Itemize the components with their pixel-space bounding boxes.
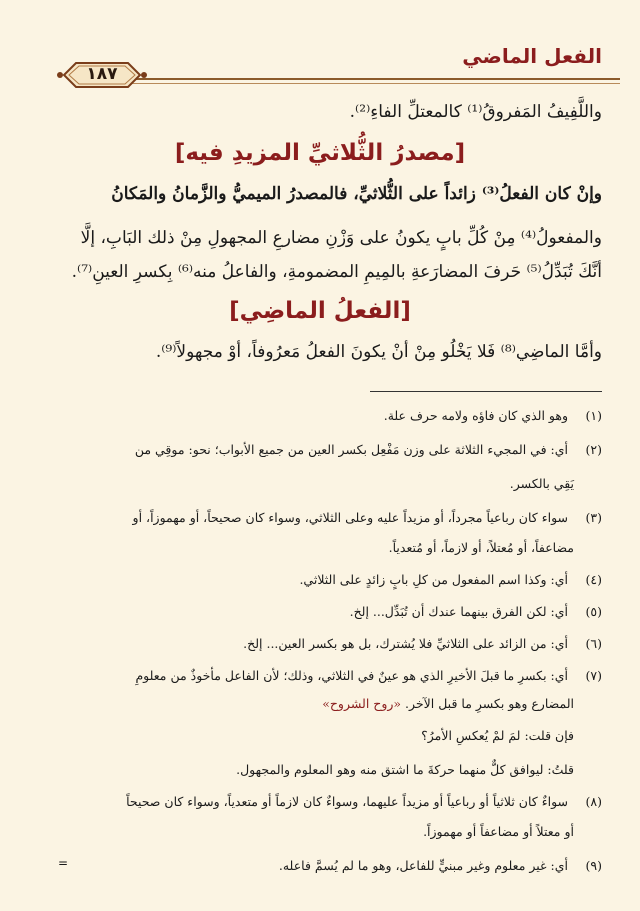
footnote-text: المضارع وهو بكسرِ ما قبل الآخر. <box>405 696 574 711</box>
footnote-1 <box>40 406 602 426</box>
main-text-line-2: وإنْ كان الفعلُ⁽³⁾ زائداً على الثُّلاثيِّ، فالمصدرُ الميميُّ والزَّمانُ والمَكانُ <box>111 184 602 204</box>
footnote-text: سواء كان رباعياً مجرداً، أو مزيداً عليه وعلى الثلاثي، وسواء كان صحيحاً، أو مهموزاً، أو <box>132 510 569 525</box>
main-text-line-4: أنَّكَ تُبَدِّلُ⁽⁵⁾ حَرفَ المضارَعةِ بالمِيمِ المضمومةِ، والفاعلُ منه⁽⁶⁾ بِكسرِ العينِ⁽⁷⁾. <box>71 262 602 282</box>
footnote-7-answer: قلتُ: ليوافق كلٌّ منهما حركةَ ما اشتق منه وهو المعلوم والمجهول. <box>236 762 574 777</box>
footnote-text: أي: غير معلوم وغير مبنيٍّ للفاعل، وهو ما لم يُسمَّ فاعله. <box>278 858 569 873</box>
footnote-number: (٦) <box>585 636 602 651</box>
footnote-2-continuation: يَقِي بالكسر. <box>509 476 574 491</box>
footnote-source: «روح الشروح» <box>322 696 402 711</box>
footnote-2 <box>40 440 602 460</box>
footnote-text: أي: لكن الفرق بينهما عندك أن تُبَدِّل... إلخ. <box>349 604 569 619</box>
section-heading-masdar: [مصدرُ الثُّلاثيِّ المزيدِ فيه] <box>174 140 466 166</box>
main-text-line-3: والمفعولُ⁽⁴⁾ مِنْ كُلِّ بابٍ يكونُ على وَزْنِ مضارعِ المجهولِ مِنْ ذلك البَابِ، إلَّا <box>80 228 602 248</box>
footnote-9 <box>40 856 602 876</box>
footnote-7-question: فإن قلت: لمَ لمْ يُعكسِ الأمرُ؟ <box>421 728 574 743</box>
footnote-number: (٨) <box>585 794 602 809</box>
footnote-7 <box>40 666 602 686</box>
footnote-3 <box>40 508 602 528</box>
footnote-5 <box>40 602 602 622</box>
footnote-number: (٤) <box>585 572 602 587</box>
footnote-text: وهو الذي كان فاؤه ولامه حرف علة. <box>383 408 569 423</box>
section-heading-past-verb: [الفعلُ الماضِي] <box>229 298 411 324</box>
main-text-line-5: وأمَّا الماضِي⁽⁸⁾ فَلا يَخْلُو مِنْ أنْ يكونَ الفعلُ مَعرُوفاً، أوْ مجهولاً⁽⁹⁾. <box>155 342 602 362</box>
footnote-3-continuation: مضاعفاً، أو مُعتلاً، أو لازماً، أو مُتعدياً. <box>388 540 574 555</box>
main-text-line-1: واللَّفِيفُ المَفروقُ⁽¹⁾ كالمعتلِّ الفاءِ⁽²⁾. <box>349 102 602 122</box>
footnote-number: (١) <box>585 408 602 423</box>
footnote-number: (٩) <box>585 858 602 873</box>
page-number: ١٨٧ <box>86 64 118 84</box>
footnote-number: (٢) <box>585 442 602 457</box>
footnote-divider <box>370 391 602 392</box>
footnote-number: (٥) <box>585 604 602 619</box>
header-rule <box>110 78 620 80</box>
footnote-text: أي: من الزائد على الثلاثيِّ فلا يُشترك، بل هو بكسر العين... إلخ. <box>243 636 569 651</box>
footnote-6 <box>40 634 602 654</box>
footnote-7-continuation <box>40 694 574 714</box>
footnote-number: (٧) <box>585 668 602 683</box>
footnote-8 <box>40 792 602 812</box>
continuation-mark: = <box>58 856 69 870</box>
footnote-text: سواءٌ كان ثلاثياً أو رباعياً أو مزيداً عليهما، وسواءٌ كان لازماً أو متعدياً، وسواء كان صحيحاً <box>126 794 569 809</box>
footnote-text: أي: في المجيء الثلاثة على وزن مَفْعِل بكسر العين من جميع الأبواب؛ نحو: موقِي من <box>134 442 569 457</box>
running-header-title: الفعل الماضي <box>462 44 602 68</box>
footnote-number: (٣) <box>585 510 602 525</box>
footnote-text: أي: بكسرِ ما قبلَ الأخيرِ الذي هو عينٌ في الثلاثي، وذلك؛ لأن الفاعل مأخوذٌ من معلومِ <box>135 668 569 683</box>
footnote-4 <box>40 570 602 590</box>
header-rule-thin <box>110 83 620 84</box>
footnote-text: أي: وكذا اسم المفعول من كلِ بابٍ زائدٍ على الثلاثي. <box>299 572 569 587</box>
footnote-8-continuation: أو معتلاً أو مضاعفاً أو مهموزاً. <box>423 824 574 839</box>
